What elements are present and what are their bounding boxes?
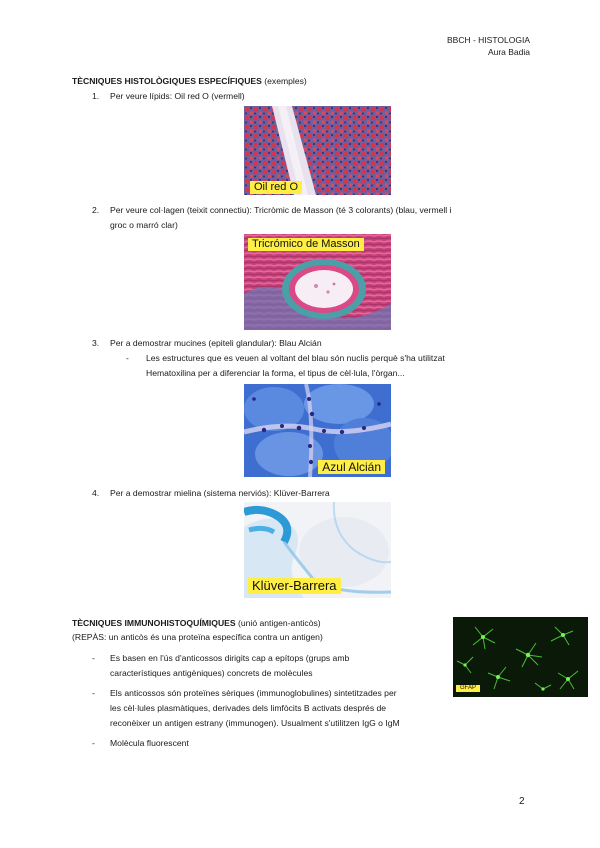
bullet-dash: - (92, 653, 95, 663)
list-item-text: Per a demostrar mielina (sistema nerviós): Klüver-Barrera (110, 488, 330, 498)
bullet-dash: - (92, 688, 95, 698)
section-title-immuno (72, 618, 321, 628)
section-subtitle: (unió antigen-anticòs) (235, 618, 321, 628)
sub-item-text: Hematoxilina per a diferenciar la forma, el tipus de cèl·lula, l'òrgan... (146, 368, 405, 378)
section-subtitle: (exemples) (261, 76, 307, 86)
list-number: 2. (92, 205, 100, 215)
image-label: Azul Alcián (318, 460, 385, 474)
image-label: Tricrómico de Masson (248, 238, 364, 251)
list-item-text: Per veure col·lagen (teixit connectiu): Tricròmic de Masson (té 3 colorants) (blau, vermell i (110, 205, 452, 215)
section-title-text: TÈCNIQUES HISTOLÒGIQUES ESPECÍFIQUES (72, 76, 262, 86)
list-item-myelin (92, 486, 330, 501)
list-item-mucins (92, 336, 322, 351)
list-number: 1. (92, 91, 100, 101)
section-title-text: TÈCNIQUES IMMUNOHISTOQUÍMIQUES (72, 618, 236, 628)
bullet-text: les cèl·lules plasmàtiques, derivades dels limfòcits B activats després de (110, 703, 387, 713)
image-label: Oil red O (250, 181, 302, 194)
bullet-text: Es basen en l'ús d'anticossos dirigits cap a epítops (grups amb (110, 653, 350, 663)
bullet-text: característiques antigèniques) concrets de molècules (110, 668, 313, 678)
bullet-text: Els anticossos són proteïnes sèriques (immunoglobulines) sintetitzades per (110, 688, 397, 698)
repas-note: (REPÀS: un anticòs és una proteïna específica contra un antigen) (72, 632, 323, 642)
sub-item-dash: - (126, 353, 129, 363)
gfap-image (453, 617, 588, 697)
page-number: 2 (519, 796, 525, 807)
alcian-blue-image (244, 384, 391, 477)
list-item-text: Per veure lípids: Oil red O (vermell) (110, 91, 245, 101)
list-item-continuation: groc o marró clar) (110, 220, 178, 230)
list-item-collagen (92, 203, 452, 218)
list-number: 4. (92, 488, 100, 498)
list-number: 3. (92, 338, 100, 348)
header-author: Aura Badia (487, 47, 530, 57)
document-header (447, 34, 530, 58)
bullet-text: reconèixer un antigen estrany (immunogen). Usualment s'utilitzen IgG o IgM (110, 718, 400, 728)
bullet-dash: - (92, 738, 95, 748)
masson-trichrome-image (244, 234, 391, 330)
image-label: Klüver-Barrera (248, 578, 341, 594)
section-title-histological (72, 76, 307, 86)
oil-red-o-image (244, 106, 391, 195)
list-item-text: Per a demostrar mucines (epiteli glandular): Blau Alcián (110, 338, 322, 348)
sub-item-text: Les estructures que es veuen al voltant del blau són nuclis perquè s'ha utilitzat (146, 353, 445, 363)
header-course: BBCH - HISTOLOGIA (447, 35, 530, 45)
kluver-barrera-image (244, 502, 391, 598)
list-item-lipids (92, 89, 245, 104)
image-label: GFAP (456, 685, 480, 692)
bullet-text: Molècula fluorescent (110, 738, 189, 748)
